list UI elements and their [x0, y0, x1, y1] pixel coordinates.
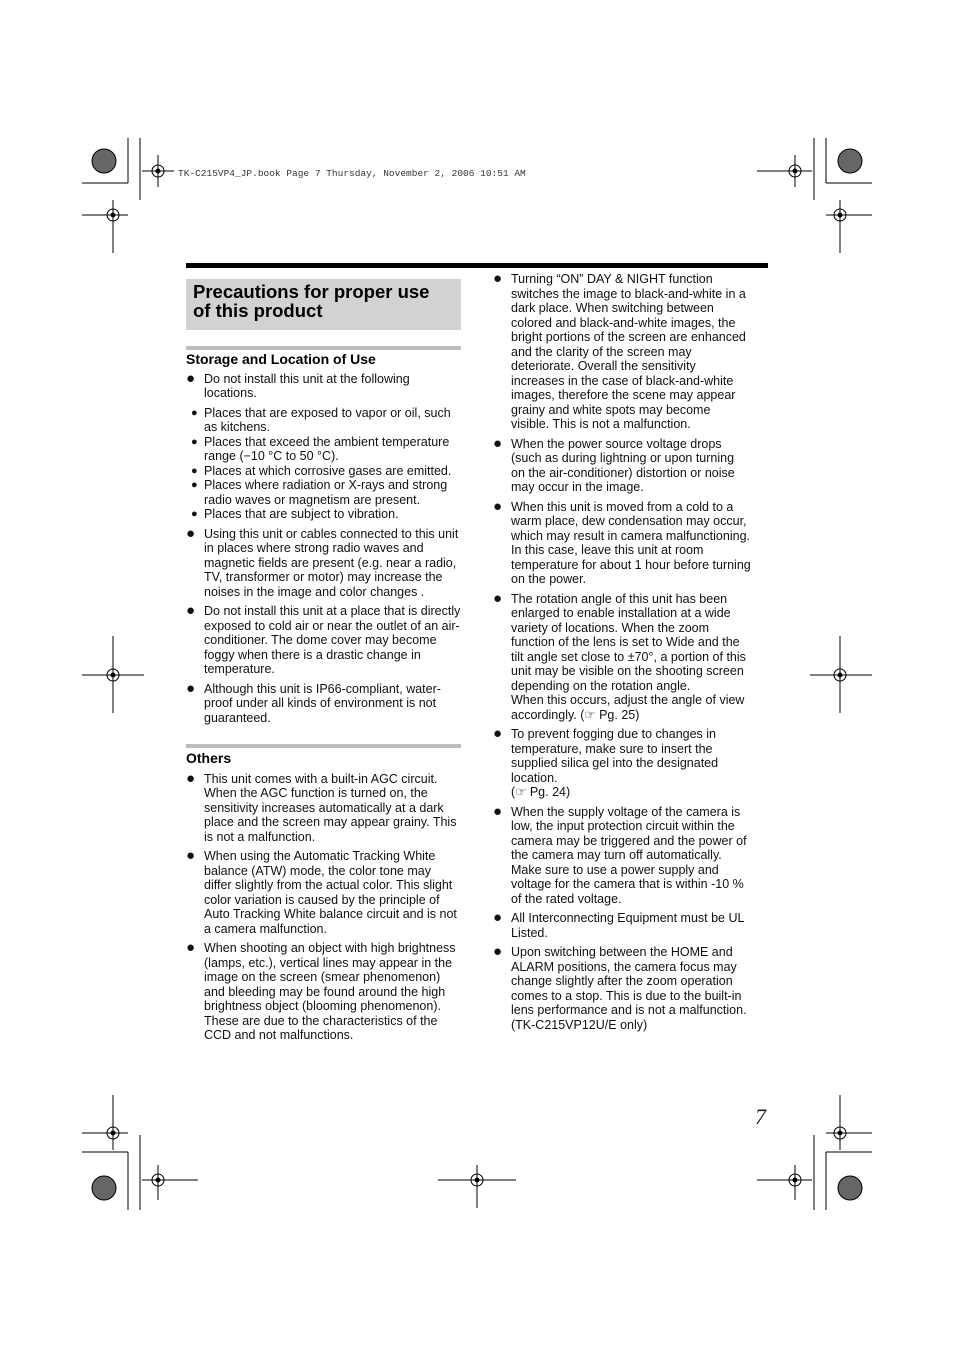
bullet-icon: ●	[493, 909, 503, 926]
crosshair-icon	[142, 1165, 198, 1200]
bullet-icon: ●	[191, 479, 198, 491]
bullet-icon: ●	[493, 725, 503, 742]
crosshair-icon	[757, 1165, 812, 1200]
bullet-icon: ●	[493, 943, 503, 960]
bullet-icon: ●	[493, 802, 503, 820]
page-reference: (☞ Pg. 24)	[511, 785, 571, 799]
color-target-icon	[92, 1176, 116, 1200]
bullet-icon: ●	[493, 589, 503, 607]
bullet-icon: ●	[191, 406, 198, 419]
list-item: ● Upon switching between the HOME and ALARM positions, the camera focus may change slightly after the zoom operation comes to a stop. This is due to the built-in lens performance and is not a malfunction. (TK-C215VP12U/E only)	[493, 943, 747, 1032]
section-rule	[186, 346, 461, 350]
list-item: ● When using the Automatic Tracking White balance (ATW) mode, the color tone may differ slightly from the actual color. This slight color variation is caused by the principle of Auto Tracking White balance circuit and is not a camera malfunction.	[186, 847, 457, 936]
bullet-icon: ●	[191, 464, 198, 477]
list-item: ● To prevent fogging due to changes in temperature, make sure to insert the supplied silica gel into the designated location. (☞ Pg. 24)	[493, 727, 751, 800]
bullet-icon: ●	[186, 524, 196, 542]
crosshair-icon	[82, 200, 128, 253]
bullet-icon: ●	[186, 939, 196, 956]
page-title: Precautions for proper use of this product	[193, 281, 430, 321]
bullet-icon: ●	[493, 434, 503, 452]
list-item: ● Do not install this unit at a place that is directly exposed to cold air or near the outlet of an air-conditioner. The dome cover may become foggy when there is a drastic change in temperature.	[186, 602, 461, 676]
crosshair-icon	[826, 1095, 872, 1150]
bullet-icon: ●	[186, 769, 196, 787]
crosshair-icon	[810, 636, 872, 713]
sub-list-item: ● Places at which corrosive gases are emitted.	[191, 463, 452, 478]
color-target-icon	[92, 149, 116, 173]
bullet-icon: ●	[191, 508, 198, 520]
right-column	[493, 272, 751, 1037]
list-item: ● The rotation angle of this unit has been enlarged to enable installation at a wide variety of locations. When the zoom function of the lens is set to Wide and the tilt angle set close to ±70°, a portion of this unit may be visible on the shooting screen depending on the rotation angle. When this occurs, adjust the angle of view accordingly. (☞ Pg. 25)	[493, 592, 751, 723]
list-item: ● Using this unit or cables connected to this unit in places where strong radio waves and magnetic fields are present (e.g. near a radio, TV, transformer or motor) may increase the noises in the image and color changes .	[186, 524, 459, 599]
left-column-others	[186, 744, 461, 1048]
page-number: 7	[755, 1104, 766, 1129]
file-info-header: TK-C215VP4_JP.book Page 7 Thursday, November 2, 2006 10:51 AM	[178, 168, 526, 179]
list-item: ● All Interconnecting Equipment must be UL Listed.	[493, 909, 744, 940]
list-item: ● This unit comes with a built-in AGC circuit. When the AGC function is turned on, the sensitivity increases automatically at a dark place and the screen may appear grainy. This is not a malfunction.	[186, 769, 457, 844]
crosshair-icon	[438, 1165, 516, 1208]
section-heading-others: Others	[186, 750, 232, 766]
bullet-icon: ●	[186, 679, 196, 697]
bullet-icon: ●	[493, 497, 503, 515]
bullet-icon: ●	[493, 270, 503, 287]
sub-list-item: ● Places that exceed the ambient temperature range (−10 °C to 50 °C).	[191, 434, 450, 463]
list-item: ● Turning “ON” DAY & NIGHT function switches the image to black-and-white in a dark place. When switching between colored and black-and-white images, the bright portions of the screen are enhanced and the clarity of the screen may deteriorate. Overall the sensitivity increases in the case of black-and-white images, therefore the scene may appear grainy and white spots may become visible. This is not a malfunction.	[493, 270, 746, 431]
top-rule	[186, 263, 768, 268]
color-target-icon	[838, 1176, 862, 1200]
list-item: ● Although this unit is IP66-compliant, water-proof under all kinds of environment is not guaranteed.	[186, 679, 441, 725]
bullet-icon: ●	[191, 435, 198, 448]
list-item: ● When shooting an object with high brightness (lamps, etc.), vertical lines may appear in the image on the screen (smear phenomenon) and bleeding may be found around the high brightness object (blooming phenomenon). These are due to the characteristics of the CCD and not malfunctions.	[186, 939, 456, 1042]
section-heading-storage: Storage and Location of Use	[186, 351, 376, 367]
crosshair-icon	[142, 155, 174, 187]
list-item: ● Do not install this unit at the following locations.	[186, 369, 410, 400]
list-item: ● When this unit is moved from a cold to a warm place, dew condensation may occur, which may result in camera malfunctioning. In this case, leave this unit at room temperature for about 1 hour before turning on the power.	[493, 497, 751, 586]
crosshair-icon	[82, 1095, 128, 1150]
page-reference: When this occurs, adjust the angle of view accordingly. (☞ Pg. 25)	[511, 693, 745, 722]
sub-list-item: ● Places that are subject to vibration.	[191, 507, 399, 521]
sub-list-item: ● Places where radiation or X-rays and strong radio waves or magnetism are present.	[191, 478, 448, 507]
color-target-icon	[838, 149, 862, 173]
left-column	[186, 346, 461, 730]
sub-list-item: ● Places that are exposed to vapor or oil, such as kitchens.	[191, 405, 451, 434]
bullet-icon: ●	[186, 602, 196, 619]
crosshair-icon	[826, 200, 872, 253]
title-box	[186, 279, 461, 330]
list-item: ● When the power source voltage drops (such as during lightning or upon turning on the air-conditioner) distortion or noise may occur in the image.	[493, 434, 735, 494]
crosshair-icon	[757, 155, 812, 187]
crosshair-icon	[82, 636, 144, 713]
bullet-icon: ●	[186, 369, 196, 387]
section-rule	[186, 744, 461, 748]
list-item: ● When the supply voltage of the camera is low, the input protection circuit within the camera may be triggered and the power of the camera may turn off automatically. Make sure to use a power supply and voltage for the camera that is within -10 % of the rated voltage.	[493, 802, 747, 906]
bullet-icon: ●	[186, 847, 196, 864]
